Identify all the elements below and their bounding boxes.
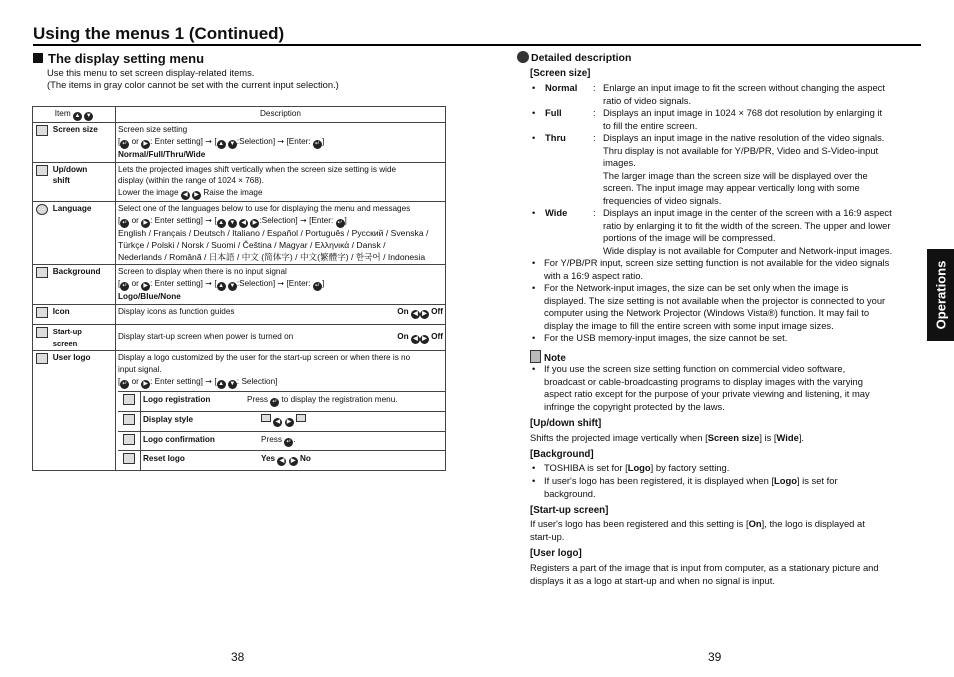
down-button-icon: ▼ (229, 219, 236, 226)
enter-button-icon: ↵ (286, 438, 292, 445)
screen-size-heading: [Screen size] (530, 68, 591, 79)
table-row-language (33, 202, 446, 265)
row-name: Start-up screen (51, 324, 116, 351)
updown-heading: [Up/down shift] (530, 418, 602, 429)
row-description: Screen size setting [ ↵ or ▶ : Enter setting] ➞ [ ▲ ▼ :Selection] ➞ [Enter: ↵ ] Normal/Full/Thru/Wide (116, 123, 446, 163)
page-number-left: 38 (231, 650, 245, 664)
startup-screen-icon (36, 327, 48, 338)
note-bullet-network: • For the Network-input images, the size can be set only when the image is displayed. The size setting is not available when the projector is connected to your computer using the Network Projector (Windows Vista®) function. It may fail to display the image to fill the entire screen with some input image sizes. (532, 282, 886, 331)
header-item-label: Item (54, 109, 71, 118)
down-button-icon: ▼ (229, 380, 236, 387)
icon-setting-icon (36, 307, 48, 318)
note-bullet-usb: • For the USB memory-input images, the size cannot be set. (532, 332, 788, 343)
screen-size-options (532, 82, 922, 345)
left-button-icon: ◀ (239, 219, 248, 228)
header-description: Description (116, 107, 446, 123)
detail-heading: Detailed description (517, 51, 631, 64)
display-setting-table (32, 106, 446, 471)
left-button-icon: ◀ (277, 457, 286, 466)
left-button-icon: ◀ (181, 191, 190, 200)
enter-button-icon: ↵ (337, 219, 343, 226)
option-thru: • Thru : Displays an input image in the native resolution of the video signals. Thru display is not available for Y/PB/PR, Video and S-Video-input images. The larger image than the screen size will be displayed over the screen. The input image may appear vertically long with some frequencies of video signals. (532, 132, 885, 206)
background-heading: [Background] (530, 449, 594, 460)
up-button-icon: ▲ (74, 113, 81, 119)
user-logo-icon (36, 353, 48, 364)
magnifier-icon (517, 51, 529, 63)
section-heading (33, 51, 204, 66)
option-normal: • Normal : Enlarge an input image to fit the screen without changing the aspect ratio of video signals. (532, 82, 885, 106)
up-button-icon: ▲ (218, 283, 225, 290)
right-button-icon: ▶ (192, 191, 201, 200)
userlogo-text: Registers a part of the image that is input from computer, as a stationary picture and displays it as a logo at start-up and when no signal is input. (530, 562, 879, 586)
right-button-icon: ▶ (141, 219, 150, 228)
title-rule (33, 44, 921, 46)
down-button-icon: ▼ (229, 283, 236, 290)
right-button-icon: ▶ (420, 335, 429, 344)
section-heading-text: The display setting menu (48, 51, 205, 66)
small-logo-icon (261, 414, 271, 422)
left-button-icon: ◀ (411, 310, 420, 319)
row-name: Up/down shift (51, 162, 116, 202)
enter-button-icon: ↵ (272, 398, 278, 405)
down-button-icon: ▼ (85, 113, 92, 119)
table-row-user-logo (33, 351, 446, 471)
background-icon (36, 267, 48, 278)
enter-button-icon: ↵ (122, 283, 128, 290)
row-name: User logo (51, 351, 116, 471)
right-button-icon: ▶ (250, 219, 259, 228)
note-bullet-ypbpr: • For Y/PB/PR input, screen size setting function is not available for the video signals with a 16:9 aspect ratio. (532, 257, 890, 281)
row-name: Screen size (51, 123, 116, 163)
intro-line-2: (The items in gray color cannot be set with the current input selection.) (47, 79, 339, 90)
row-description: On ◀ ▶ Off Display start-up screen when power is turned on (116, 324, 446, 351)
userlogo-heading: [User logo] (530, 548, 582, 559)
sub-row-reset-logo: Reset logo Yes ◀ ▶ No (118, 451, 445, 470)
table-row-startup-screen (33, 324, 446, 351)
up-button-icon: ▲ (218, 219, 225, 226)
right-button-icon: ▶ (420, 310, 429, 319)
table-row-updown-shift (33, 162, 446, 202)
startup-heading: [Start-up screen] (530, 505, 609, 516)
down-button-icon: ▼ (229, 140, 236, 147)
table-row-icon (33, 304, 446, 324)
sub-row-logo-confirmation: Logo confirmation Press ↵ . (118, 431, 445, 451)
logo-confirmation-icon (123, 434, 135, 445)
note-heading: Note (530, 350, 566, 364)
intro-line-1: Use this menu to set screen display-related items. (47, 67, 255, 78)
page-title: Using the menus 1 (Continued) (33, 24, 285, 43)
user-logo-subtable (118, 391, 445, 470)
large-logo-icon (296, 414, 306, 422)
note-icon (530, 350, 541, 363)
reset-logo-icon (123, 453, 135, 464)
row-name: Icon (51, 304, 116, 324)
left-button-icon: ◀ (411, 335, 420, 344)
up-button-icon: ▲ (218, 140, 225, 147)
header-item (33, 107, 116, 123)
right-button-icon: ▶ (289, 457, 298, 466)
row-description: On ◀ ▶ Off Display icons as function guides (116, 304, 446, 324)
enter-button-icon: ↵ (122, 219, 128, 226)
table-row-screen-size (33, 123, 446, 163)
row-name: Language (51, 202, 116, 265)
enter-button-icon: ↵ (122, 380, 128, 387)
logo-registration-icon (123, 394, 135, 405)
note-body: • If you use the screen size setting function on commercial video software, broadcast or cable-broadcasting programs to display images with the varying aspect ratio except for the purpose of your private viewing and listening, it may infringe the copyright protected by the laws. (532, 363, 870, 412)
display-style-icon (123, 414, 135, 425)
table-row-background (33, 265, 446, 305)
option-full: • Full : Displays an input image in 1024 × 768 dot resolution by enlarging it to fill the entire screen. (532, 107, 883, 131)
startup-text: If user's logo has been registered and this setting is [On], the logo is displayed at start-up. (530, 518, 865, 542)
row-description: Select one of the languages below to use for displaying the menu and messages [ ↵ or ▶ : Enter setting] ➞ [ ▲ ▼ ◀ ▶ :Selection] ➞ [Enter: ↵ ] English / Français / Deutsch / Italiano / Español / Português / Русский / Svenska / Türkçe / Polski / Norsk / Suomi / Čeština / Magyar / Ελληνικά / Dansk / Nederlands / Română / 日本語 / 中文 (简体字) / 中文(繁體字) / 한국어 / Indonesia (116, 202, 446, 265)
updown-shift-icon (36, 165, 48, 176)
up-button-icon: ▲ (218, 380, 225, 387)
enter-button-icon: ↵ (122, 140, 128, 147)
right-button-icon: ▶ (285, 418, 294, 427)
enter-button-icon: ↵ (314, 140, 320, 147)
background-text: • TOSHIBA is set for [Logo] by factory setting. • If user's logo has been registered, it is displayed when [Logo] is set for background. (532, 462, 838, 499)
row-description: Display a logo customized by the user for the start-up screen or when there is no input signal. [ ↵ or ▶ : Enter setting] ➞ [ ▲ ▼ : Selection] Logo registration Press ↵ to display the registration menu. Display style ◀ ▶ Logo confirmation Press ↵ . Reset logo Yes ◀ ▶ No (116, 351, 446, 471)
right-button-icon: ▶ (141, 282, 150, 291)
square-bullet-icon (33, 53, 43, 63)
updown-text: Shifts the projected image vertically when [Screen size] is [Wide]. (530, 432, 805, 443)
sub-row-logo-registration: Logo registration Press ↵ to display the registration menu. (118, 391, 445, 411)
option-wide: • Wide : Displays an input image in the center of the screen with a 16:9 aspect ratio by enlarging it to fit the width of the screen. The upper and lower portions of the image will be compressed. Wide display is not available for Computer and Network-input images. (532, 207, 893, 256)
right-button-icon: ▶ (141, 140, 150, 149)
globe-icon (36, 204, 48, 215)
enter-button-icon: ↵ (314, 283, 320, 290)
page-number-right: 39 (708, 650, 722, 664)
row-description: Screen to display when there is no input signal [ ↵ or ▶ : Enter setting] ➞ [ ▲ ▼ :Selection] ➞ [Enter: ↵ ] Logo/Blue/None (116, 265, 446, 305)
row-description: Lets the projected images shift vertically when the screen size setting is wide display (within the range of 1024 × 768). Lower the image ◀ ▶ Raise the image (116, 162, 446, 202)
sub-row-display-style: Display style ◀ ▶ (118, 411, 445, 431)
right-button-icon: ▶ (141, 380, 150, 389)
screen-size-icon (36, 125, 48, 136)
operations-side-tab: Operations (927, 249, 954, 341)
left-button-icon: ◀ (273, 418, 282, 427)
row-name: Background (51, 265, 116, 305)
table-header-row (33, 107, 446, 123)
